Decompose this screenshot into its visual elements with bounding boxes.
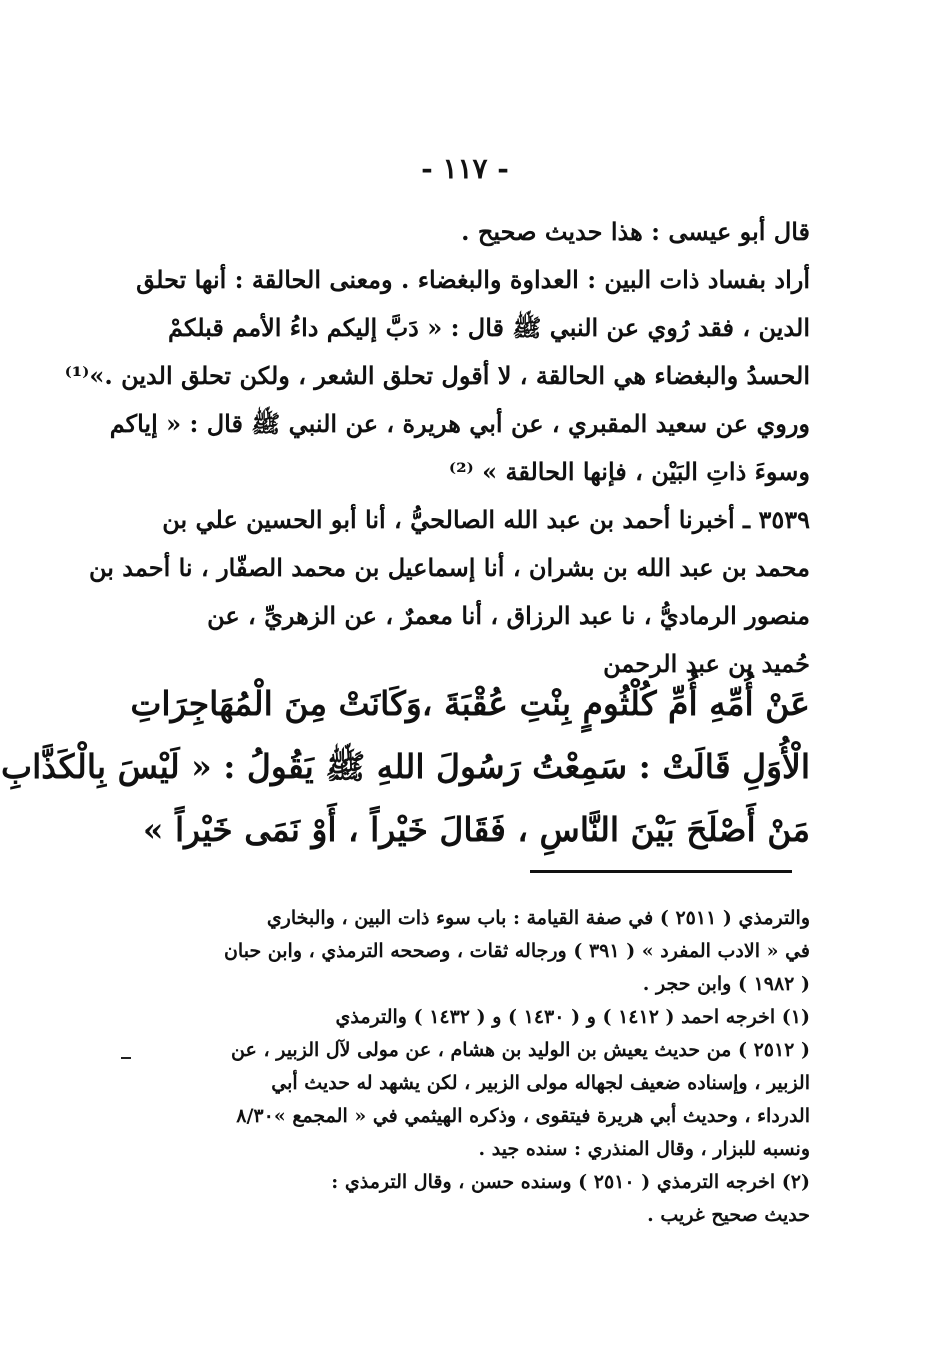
footnote-line: ونسبه للبزار ، وقال المنذري : سنده جيد . [478, 1138, 810, 1160]
footnote-line: الدرداء ، وحديث أبي هريرة فيتقوى ، وذكره الهيثمي في « المجمع »٨/٣٠ [236, 1105, 810, 1127]
page-number: - ١١٧ - [421, 152, 509, 185]
hadith-line: عَنْ أُمِّهِ أُمِّ كُلْثُومٍ بِنْتِ عُقْبَةَ ،وَكَانَتْ مِنَ الْمُهَاجِرَاتِ [130, 684, 810, 723]
text-line: منصور الرماديُّ ، نا عبد الرزاق ، أنا معمرٌ ، عن الزهريِّ ، عن [207, 601, 810, 630]
footnote-line: في « الادب المفرد » ( ٣٩١ ) ورجاله ثقات ، وصححه الترمذي ، وابن حبان [223, 940, 810, 962]
hadith-line: الْأُوَلِ قَالَتْ : سَمِعْتُ رَسُولَ اللهِ ﷺ يَقُولُ : « لَيْسَ بِالْكَذَّابِ [1, 747, 810, 786]
text-line: قال أبو عيسى : هذا حديث صحيح . [461, 217, 810, 246]
footnote-line: (٢) اخرجه الترمذي ( ٢٥١٠ ) وسنده حسن ، وقال الترمذي : [331, 1171, 810, 1193]
footnotes [150, 902, 810, 1232]
footnote-line: الزبير ، وإسناده ضعيف لجهاله مولى الزبير ، لكن يشهد له حديث أبي [271, 1072, 810, 1094]
text-line: محمد بن عبد الله بن بشران ، أنا إسماعيل بن محمد الصفّار ، نا أحمد بن [88, 553, 810, 582]
text-line: ٣٥٣٩ ـ أخبرنا أحمد بن عبد الله الصالحيُّ ، أنا أبو الحسين علي بن [162, 505, 810, 534]
footnote-line: ( ١٩٨٢ ) وابن حجر . [642, 973, 810, 995]
text-line: أراد بفساد ذات البين : العداوة والبغضاء . ومعنى الحالقة : أنها تحلق [136, 265, 810, 294]
text-line: الحسدُ والبغضاء هي الحالقة ، لا أقول تحلق الشعر ، ولكن تحلق الدين .»⁽¹⁾ [64, 361, 810, 390]
hadith-line: مَنْ أَصْلَحَ بَيْنَ النَّاسِ ، فَقَالَ خَيْراً ، أَوْ نَمَى خَيْراً » [142, 810, 810, 849]
text-line: وسوءَ ذاتِ البَيْن ، فإنها الحالقة » ⁽²⁾ [448, 457, 810, 486]
text-line: حُميد بن عبد الرحمن [603, 649, 810, 678]
footnote-separator [530, 870, 792, 873]
hadith-text [1, 672, 810, 861]
text-line: الدين ، فقد رُوي عن النبي ﷺ قال : « دَبَّ إليكم داءُ الأمم قبلكمْ [168, 313, 810, 342]
footnote-line: (١) اخرجه احمد ( ١٤١٢ ) و ( ١٤٣٠ ) و ( ١٤٣٢ ) والترمذي [335, 1006, 810, 1028]
text-line: وروي عن سعيد المقبري ، عن أبي هريرة ، عن النبي ﷺ قال : « إياكم [109, 409, 810, 438]
footnote-line: حديث صحيح غريب . [647, 1204, 810, 1226]
main-text [64, 208, 810, 688]
footnote-line: والترمذي ( ٢٥١١ ) في صفة القيامة : باب سوء ذات البين ، والبخاري [266, 907, 810, 929]
margin-mark [121, 1057, 131, 1059]
footnote-line: ( ٢٥١٢ ) من حديث يعيش بن الوليد بن هشام ، عن مولى لآل الزبير ، عن [231, 1039, 810, 1061]
